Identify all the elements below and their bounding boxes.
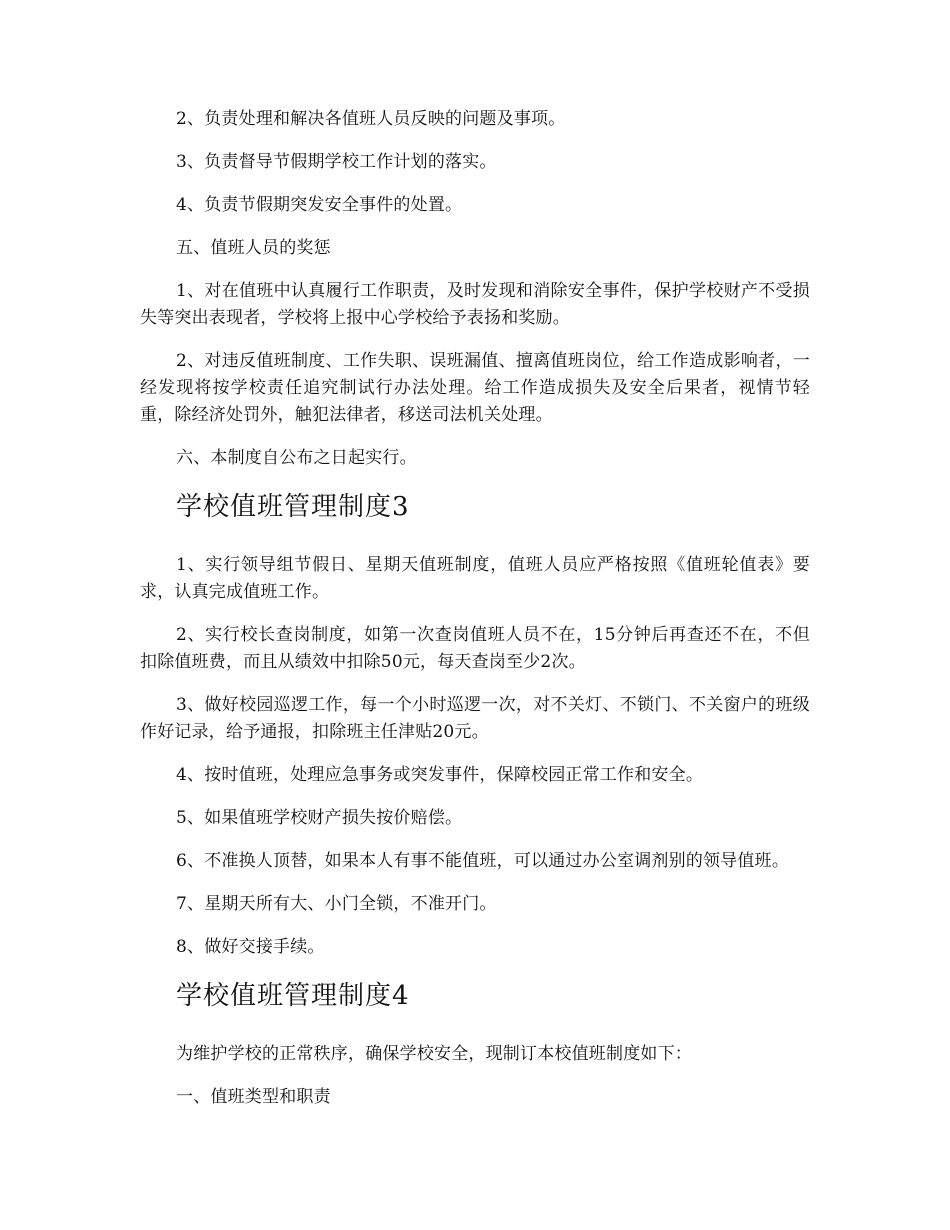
paragraph-rule-6: 6、不准换人顶替，如果本人有事不能值班，可以通过办公室调剂别的领导值班。 (176, 851, 790, 871)
paragraph-rule-8: 8、做好交接手续。 (176, 937, 325, 957)
paragraph-rule-4: 4、按时值班，处理应急事务或突发事件，保障校园正常工作和安全。 (176, 765, 704, 785)
paragraph-duty-4: 4、负责节假期突发安全事件的处置。 (176, 195, 463, 215)
paragraph-penalty-2: 2、对违反值班制度、工作失职、误班漏值、擅离值班岗位，给工作造成影响者，一经发现将按学校责任追究制试行办法处理。给工作造成损失及安全后果者，视情节轻重，除经济处罚外，触犯法律者，移送司法机关处理。 (140, 351, 810, 425)
heading-rewards-penalties: 五、值班人员的奖惩 (176, 238, 331, 258)
heading-duty-types: 一、值班类型和职责 (176, 1087, 331, 1107)
paragraph-duty-3: 3、负责督导节假期学校工作计划的落实。 (176, 152, 497, 172)
paragraph-rule-3: 3、做好校园巡逻工作，每一个小时巡逻一次，对不关灯、不锁门、不关窗户的班级作好记录，给予通报，扣除班主任津贴20元。 (140, 695, 810, 742)
paragraph-rule-2: 2、实行校长查岗制度，如第一次查岗值班人员不在，15分钟后再查还不在，不但扣除值班费，而且从绩效中扣除50元，每天查岗至少2次。 (140, 625, 810, 672)
paragraph-duty-2: 2、负责处理和解决各值班人员反映的问题及事项。 (176, 109, 566, 129)
paragraph-rule-7: 7、星期天所有大、小门全锁，不准开门。 (176, 894, 497, 914)
paragraph-reward-1: 1、对在值班中认真履行工作职责，及时发现和消除安全事件，保护学校财产不受损失等突出表现者，学校将上报中心学校给予表扬和奖励。 (140, 281, 810, 328)
document-body (140, 106, 810, 1127)
paragraph-rule-1: 1、实行领导组节假日、星期天值班制度，值班人员应严格按照《值班轮值表》要求，认真完成值班工作。 (140, 555, 810, 602)
paragraph-effective-date: 六、本制度自公布之日起实行。 (176, 448, 417, 468)
paragraph-rule-5: 5、如果值班学校财产损失按价赔偿。 (176, 808, 463, 828)
section-title-3: 学校值班管理制度3 (176, 492, 410, 522)
paragraph-intro: 为维护学校的正常秩序，确保学校安全，现制订本校值班制度如下： (176, 1044, 692, 1064)
section-title-4: 学校值班管理制度4 (176, 981, 410, 1011)
